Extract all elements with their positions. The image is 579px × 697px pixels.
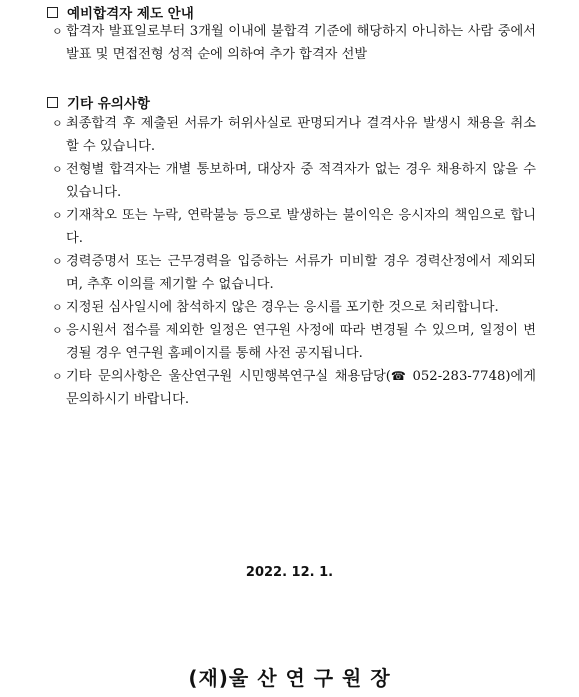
reserve-list (52, 20, 536, 66)
circle-bullet-icon: ㅇ (52, 117, 63, 130)
list-item (52, 20, 536, 66)
list-item-text: 경력증명서 또는 근무경력을 입증하는 서류가 미비할 경우 경력산정에서 제외되며, 추후 이의를 제기할 수 없습니다. (66, 254, 536, 292)
circle-bullet-icon: ㅇ (52, 324, 63, 337)
section-heading-text: 예비합격자 제도 안내 (67, 6, 194, 22)
section-heading-reserve (47, 2, 194, 22)
organization-signature: (재)울 산 연 구 원 장 (188, 666, 391, 690)
circle-bullet-icon: ㅇ (52, 163, 63, 176)
list-item-text: 응시원서 접수를 제외한 일정은 연구원 사정에 따라 변경될 수 있으며, 일정이 변경될 경우 연구원 홈페이지를 통해 사전 공지됩니다. (66, 323, 536, 361)
document-date: 2022. 12. 1. (245, 565, 334, 580)
circle-bullet-icon: ㅇ (52, 255, 63, 268)
checkbox-square-icon (47, 97, 58, 108)
list-item (52, 319, 536, 365)
list-item (52, 158, 536, 204)
contact-phone: 052-283-7748 (412, 369, 506, 384)
circle-bullet-icon: ㅇ (52, 370, 63, 383)
circle-bullet-icon: ㅇ (52, 25, 63, 38)
list-item (52, 204, 536, 250)
contact-prefix: 기타 문의사항은 울산연구원 시민행복연구실 채용담당( (66, 369, 391, 384)
contact-text (66, 365, 536, 411)
telephone-icon: ☎ (390, 369, 406, 383)
list-item-text: 합격자 발표일로부터 3개월 이내에 불합격 기준에 해당하지 아니하는 사람 중에서 발표 및 면접전형 성적 순에 의하여 추가 합격자 선발 (66, 24, 536, 62)
contact-suffix: )에게 문의하시기 바랍니다. (66, 369, 536, 407)
circle-bullet-icon: ㅇ (52, 209, 63, 222)
list-item-text: 지정된 심사일시에 참석하지 않은 경우는 응시를 포기한 것으로 처리합니다. (66, 300, 499, 315)
list-item (52, 296, 536, 319)
list-item (52, 250, 536, 296)
section-heading-notes (47, 92, 150, 112)
list-item-text: 최종합격 후 제출된 서류가 허위사실로 판명되거나 결격사유 발생시 채용을 취소할 수 있습니다. (66, 116, 536, 154)
list-item-text: 전형별 합격자는 개별 통보하며, 대상자 중 적격자가 없는 경우 채용하지 않을 수 있습니다. (66, 162, 536, 200)
list-item-contact (52, 365, 536, 411)
circle-bullet-icon: ㅇ (52, 301, 63, 314)
list-item-text: 기재착오 또는 누락, 연락불능 등으로 발생하는 불이익은 응시자의 책임으로 합니다. (66, 208, 536, 246)
checkbox-square-icon (47, 7, 58, 18)
notes-list (52, 112, 536, 411)
list-item (52, 112, 536, 158)
section-heading-text: 기타 유의사항 (67, 96, 150, 112)
